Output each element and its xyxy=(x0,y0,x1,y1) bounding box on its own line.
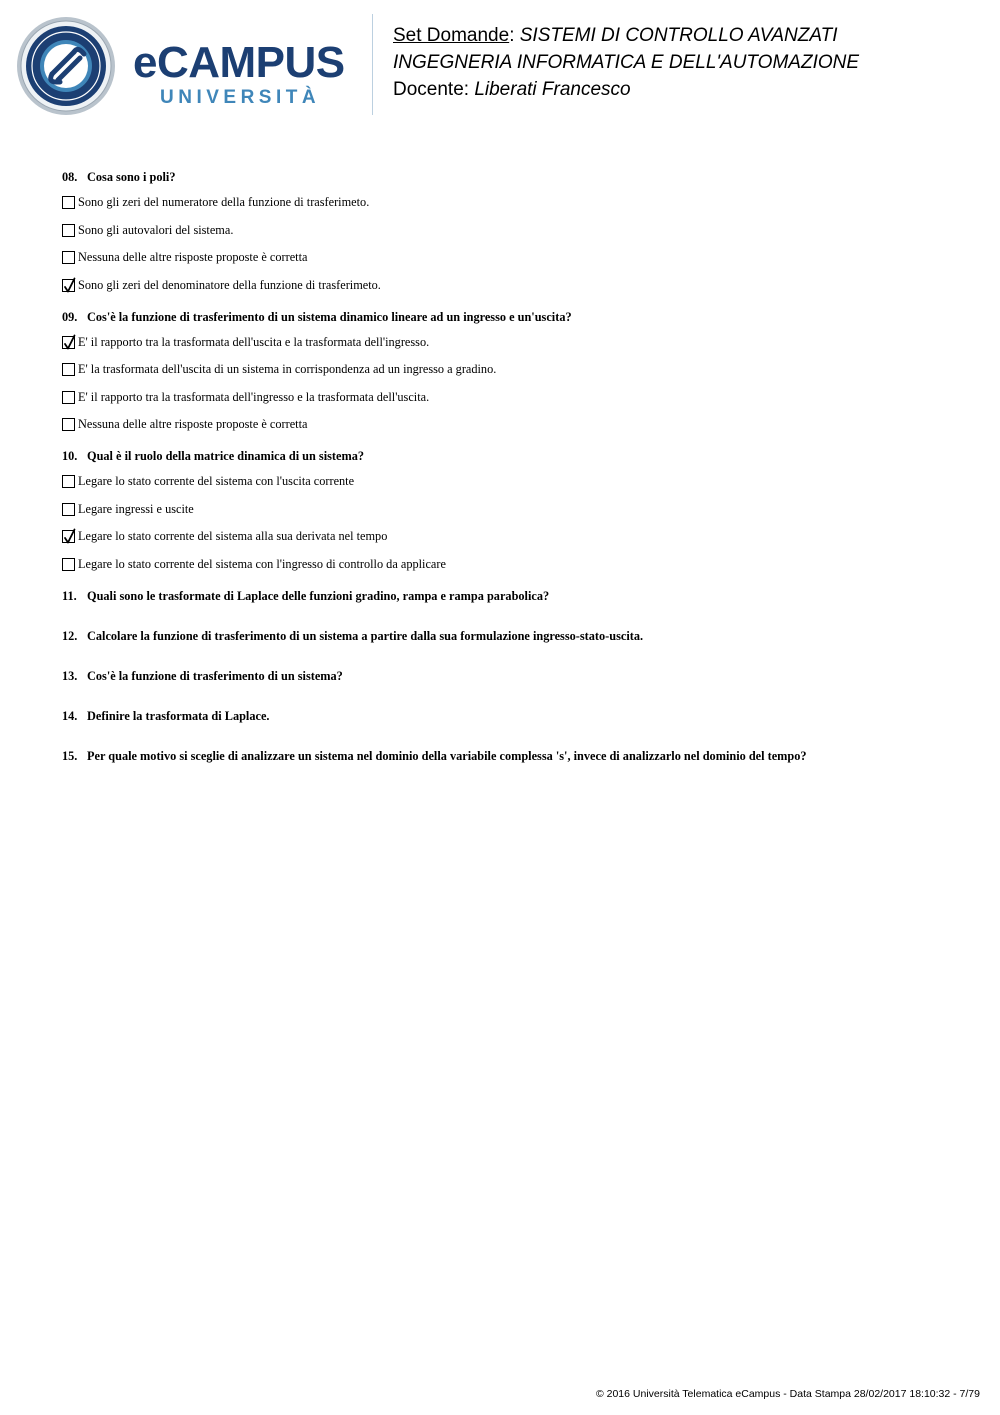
answer-option xyxy=(62,389,962,406)
answer-text: Legare lo stato corrente del sistema alla sua derivata nel tempo xyxy=(78,529,388,543)
question-text: Cos'è la funzione di trasferimento di un sistema? xyxy=(87,668,343,683)
answer-text: Sono gli autovalori del sistema. xyxy=(78,222,234,237)
answer-text: Legare lo stato corrente del sistema con l'ingresso di controllo da applicare xyxy=(78,556,446,571)
checkbox[interactable] xyxy=(62,558,75,571)
checkbox[interactable] xyxy=(62,503,75,516)
question-text: Qual è il ruolo della matrice dinamica di un sistema? xyxy=(87,449,365,463)
question-title xyxy=(62,308,962,326)
checkbox[interactable] xyxy=(62,391,75,404)
question-text: Definire la trasformata di Laplace. xyxy=(87,708,270,723)
answer-option xyxy=(62,473,962,490)
header-info xyxy=(393,22,859,103)
teacher-label: Docente: xyxy=(393,79,470,100)
question-title xyxy=(62,168,962,186)
answer-option xyxy=(62,194,962,211)
question-number: 13. xyxy=(62,668,78,683)
question-text: Cosa sono i poli? xyxy=(87,170,176,184)
question-number: 10. xyxy=(62,449,78,463)
question-number: 08. xyxy=(62,170,78,184)
university-seal-logo xyxy=(16,16,116,116)
question-text: Quali sono le trasformate di Laplace delle funzioni gradino, rampa e rampa parabolica? xyxy=(87,588,550,603)
answer-option xyxy=(62,528,962,545)
teacher-line xyxy=(393,76,859,103)
checked-checkbox[interactable] xyxy=(62,279,75,292)
degree-name: INGEGNERIA INFORMATICA E DELL'AUTOMAZIONE xyxy=(393,52,860,73)
question-number: 12. xyxy=(62,628,78,643)
open-question xyxy=(62,747,962,765)
answer-option xyxy=(62,277,962,294)
checkmark-icon xyxy=(62,334,78,351)
question-number: 11. xyxy=(62,588,77,603)
answer-text: Legare lo stato corrente del sistema con l'uscita corrente xyxy=(78,474,355,488)
checked-checkbox[interactable] xyxy=(62,336,75,349)
brand-subtitle: UNIVERSITÀ xyxy=(160,87,321,108)
page-footer: © 2016 Università Telematica eCampus - Data Stampa 28/02/2017 18:10:32 - 7/79 xyxy=(595,1388,980,1400)
answer-option xyxy=(62,556,962,573)
open-question xyxy=(62,587,962,605)
multiple-choice-questions xyxy=(62,168,962,573)
checkmark-icon xyxy=(62,277,78,294)
answer-option xyxy=(62,249,962,266)
answer-text: E' la trasformata dell'uscita di un sistema in corrispondenza ad un ingresso a gradino. xyxy=(78,362,497,376)
ecampus-logo xyxy=(133,38,358,118)
answer-text: Sono gli zeri del numeratore della funzione di trasferimeto. xyxy=(78,195,370,209)
question-text: Per quale motivo si sceglie di analizzare un sistema nel dominio della variabile complessa 's', invece di analizzarlo nel dominio del tempo? xyxy=(87,748,807,763)
answer-option xyxy=(62,361,962,378)
question-text: Calcolare la funzione di trasferimento di un sistema a partire dalla sua formulazione ingresso-stato-uscita. xyxy=(87,628,644,643)
answer-text: Nessuna delle altre risposte proposte è corretta xyxy=(78,250,308,264)
checkbox[interactable] xyxy=(62,196,75,209)
answer-text: Nessuna delle altre risposte proposte è corretta xyxy=(78,417,308,431)
header-divider xyxy=(372,14,373,115)
set-label: Set Domande xyxy=(393,25,510,46)
answer-text: Legare ingressi e uscite xyxy=(78,501,194,516)
answer-option xyxy=(62,501,962,518)
page-header xyxy=(0,0,1000,130)
checkbox[interactable] xyxy=(62,418,75,431)
brand-name: eCAMPUS xyxy=(133,38,345,87)
question-title xyxy=(62,447,962,465)
course-name: SISTEMI DI CONTROLLO AVANZATI xyxy=(519,25,838,46)
answer-option xyxy=(62,334,962,351)
checked-checkbox[interactable] xyxy=(62,530,75,543)
open-question xyxy=(62,707,962,725)
checkbox[interactable] xyxy=(62,363,75,376)
question-number: 15. xyxy=(62,748,78,763)
answer-text: E' il rapporto tra la trasformata dell'uscita e la trasformata dell'ingresso. xyxy=(78,334,430,349)
question-number: 14. xyxy=(62,708,78,723)
answer-option xyxy=(62,416,962,433)
course-line: Set Domande: SISTEMI DI CONTROLLO AVANZATI xyxy=(393,25,838,46)
question-text: Cos'è la funzione di trasferimento di un sistema dinamico lineare ad un ingresso e un'uscita? xyxy=(87,309,572,324)
question-block xyxy=(62,447,962,573)
checkbox[interactable] xyxy=(62,475,75,488)
question-number: 09. xyxy=(62,309,78,324)
question-block xyxy=(62,308,962,434)
answer-text: Sono gli zeri del denominatore della funzione di trasferimeto. xyxy=(78,277,381,292)
open-question xyxy=(62,627,962,645)
question-block xyxy=(62,168,962,294)
open-questions xyxy=(62,587,962,765)
answer-list xyxy=(62,194,962,294)
checkmark-icon xyxy=(62,528,78,545)
checkbox[interactable] xyxy=(62,251,75,264)
answer-list xyxy=(62,473,962,573)
answer-list xyxy=(62,334,962,434)
answer-option xyxy=(62,222,962,239)
teacher-name: Liberati Francesco xyxy=(474,79,631,100)
questions-list xyxy=(62,168,962,787)
answer-text: E' il rapporto tra la trasformata dell'ingresso e la trasformata dell'uscita. xyxy=(78,389,430,404)
checkbox[interactable] xyxy=(62,224,75,237)
open-question xyxy=(62,667,962,685)
